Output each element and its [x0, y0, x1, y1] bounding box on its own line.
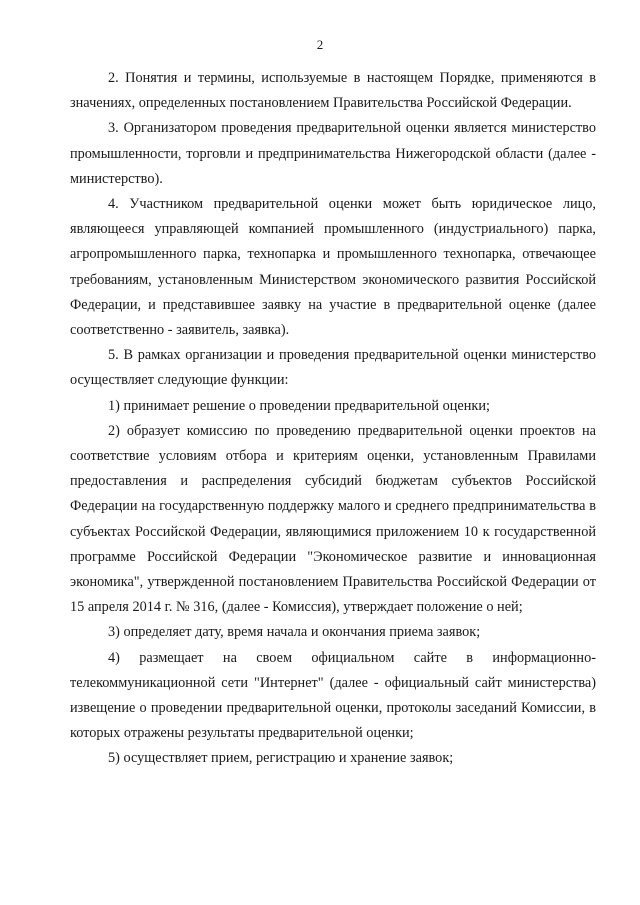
paragraph-function-5: 5) осуществляет прием, регистрацию и хранение заявок;	[108, 750, 454, 767]
page-number: 2	[316, 37, 324, 52]
paragraph-clause-3: 3. Организатором проведения предварительной оценки является министерство промышленности, торговли и предпринимательства Нижегородской области (далее - министерство).	[70, 120, 596, 187]
paragraph-function-4: 4) размещает на своем официальном сайте в информационно-телекоммуникационной сети "Интернет" (далее - официальный сайт министерства) извещение о проведении предварительной оценки, протоколы заседаний Комиссии, в которых отражены результаты предварительной оценки;	[70, 649, 596, 742]
paragraph-function-1: 1) принимает решение о проведении предварительной оценки;	[108, 397, 490, 414]
paragraph-clause-4: 4. Участником предварительной оценки может быть юридическое лицо, являющееся управляющей компанией промышленного (индустриального) парка, агропромышленного парка, технопарка и промышленного технопарка, отвечающее требованиям, установленным Министерством экономического развития Российской Федерации, и представившее заявку на участие в предварительной оценке (далее соответственно - заявитель, заявка).	[70, 196, 596, 339]
paragraph-clause-2: 2. Понятия и термины, используемые в настоящем Порядке, применяются в значениях, определенных постановлением Правительства Российской Федерации.	[70, 70, 596, 112]
paragraph-function-3: 3) определяет дату, время начала и окончания приема заявок;	[108, 624, 481, 641]
paragraph-function-2: 2) образует комиссию по проведению предварительной оценки проектов на соответствие условиям отбора и критериям оценки, установленным Правилами предоставления и распределения субсидий бюджетам субъектов Российской Федерации на государственную поддержку малого и среднего предпринимательства в субъектах Российской Федерации, являющимися приложением 10 к государственной программе Российской Федерации "Экономическое развитие и инновационная экономика", утвержденной постановлением Правительства Российской Федерации от 15 апреля 2014 г. № 316, (далее - Комиссия), утверждает положение о ней;	[70, 422, 596, 616]
document-body	[70, 66, 596, 772]
paragraph-clause-5: 5. В рамках организации и проведения предварительной оценки министерство осуществляет следующие функции:	[70, 347, 596, 389]
